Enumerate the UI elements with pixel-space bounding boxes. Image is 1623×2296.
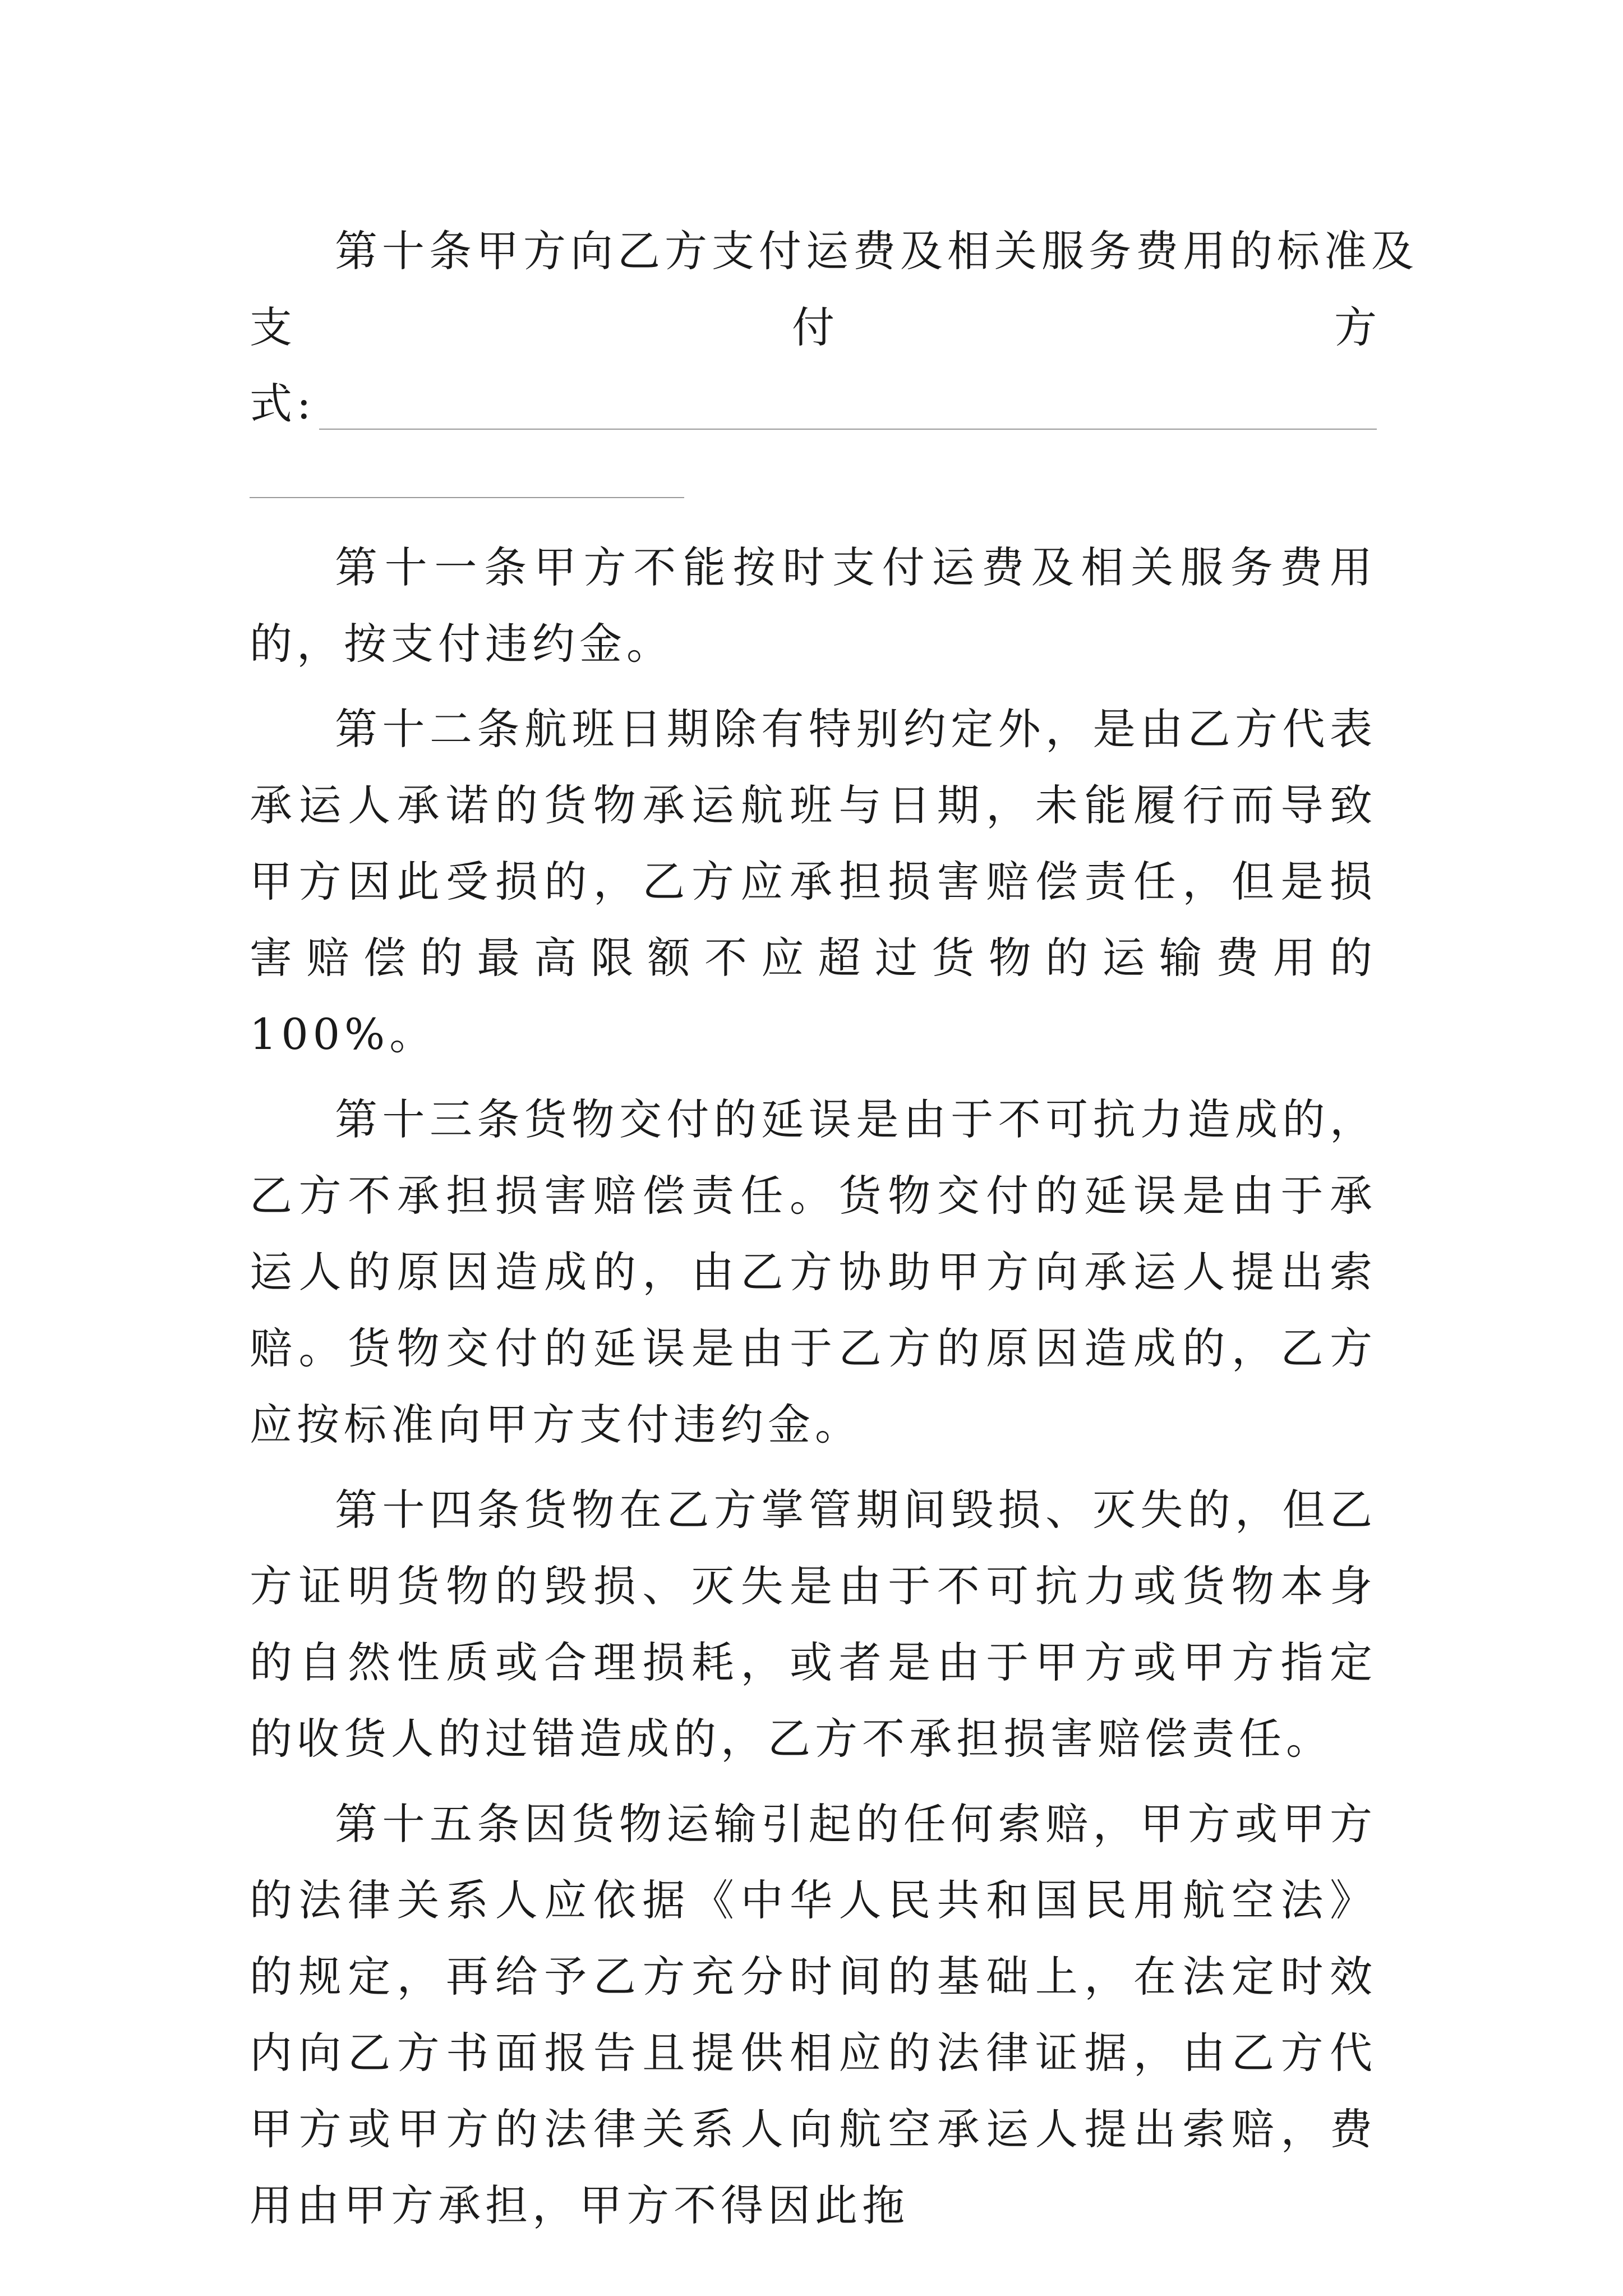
document-body <box>250 213 1418 2253</box>
article-12: 第十二条航班日期除有特别约定外，是由乙方代表承运人承诺的货物承运航班与日期，未能履行而导致甲方因此受损的，乙方应承担损害赔偿责任，但是损害赔偿的最高限额不应超过货物的运输费用的100%。 <box>250 704 1377 1059</box>
payment-method-blank[interactable] <box>319 429 1377 430</box>
article-11: 第十一条甲方不能按时支付运费及相关服务费用的，按支付违约金。 <box>250 542 1377 669</box>
spread-char-3: 方 <box>1334 302 1377 352</box>
payment-method-blank-line <box>250 366 1377 442</box>
article-15: 第十五条因货物运输引起的任何索赔，甲方或甲方的法律关系人应依据《中华人民共和国民用航空法》的规定，再给予乙方充分时间的基础上，在法定时效内向乙方书面报告且提供相应的法律证据，由乙方代甲方或甲方的法律关系人向航空承运人提出索赔，费用由甲方承担，甲方不得因此拖 <box>250 1799 1377 2230</box>
article-14: 第十四条货物在乙方掌管期间毁损、灭失的，但乙方证明货物的毁损、灭失是由于不可抗力或货物本身的自然性质或合理损耗，或者是由于甲方或甲方指定的收货人的过错造成的，乙方不承担损害赔偿责任。 <box>250 1485 1377 1764</box>
payment-method-label: 式: <box>250 379 316 429</box>
article-10-spread-line <box>250 289 1377 366</box>
payment-method-blank-continued[interactable] <box>250 497 684 498</box>
article-10-first-line: 第十条甲方向乙方支付运费及相关服务费用的标准及 <box>335 226 1418 276</box>
article-13: 第十三条货物交付的延误是由于不可抗力造成的，乙方不承担损害赔偿责任。货物交付的延误是由于承运人的原因造成的，由乙方协助甲方向承运人提出索赔。货物交付的延误是由于乙方的原因造成的，乙方应按标准向甲方支付违约金。 <box>250 1094 1377 1450</box>
spread-char-2: 付 <box>792 302 834 352</box>
article-10 <box>250 213 1418 498</box>
spread-char-1: 支 <box>250 302 292 352</box>
